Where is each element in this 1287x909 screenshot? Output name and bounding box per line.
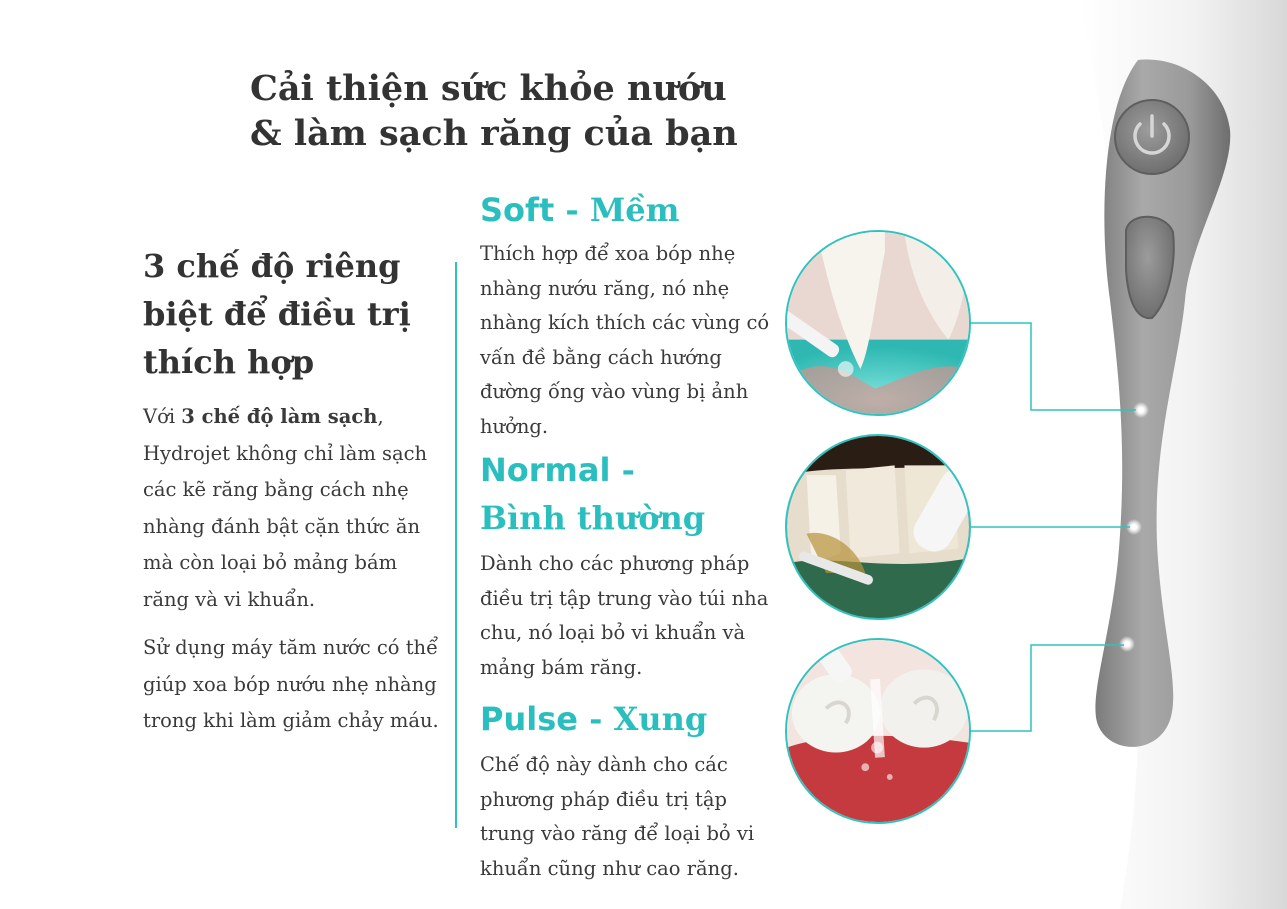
soft-mode-illustration [785, 230, 971, 416]
intro-paragraph-2: Sử dụng máy tăm nước có thể giúp xoa bóp nướu nhẹ nhàng trong khi làm giảm chảy máu. [143, 636, 439, 732]
title-line-2: & làm sạch răng của bạn [250, 113, 738, 154]
mode-pulse-name-en: Pulse [480, 700, 578, 738]
mode-normal-name-vn: Bình thường [480, 499, 706, 537]
mode-soft-name-en: Soft [480, 191, 555, 229]
mode-soft-name-vn: Mềm [589, 191, 680, 229]
device-illustration [1040, 0, 1287, 909]
intro-heading: 3 chế độ riêng biệt để điều trị thích hợp [143, 247, 411, 381]
divider-line [455, 262, 457, 828]
intro-p1-prefix: Với [143, 405, 182, 428]
intro-p1-rest: , Hydrojet không chỉ làm sạch các kẽ răng bằng cách nhẹ nhàng đánh bật cặn thức ăn mà còn loại bỏ mảng bám răng và vi khuẩn. [143, 405, 428, 611]
normal-mode-illustration [785, 434, 971, 620]
pulse-mode-illustration [785, 638, 971, 824]
title-line-1: Cải thiện sức khỏe nướu [250, 68, 727, 109]
mode-pulse-description: Chế độ này dành cho các phương pháp điều trị tập trung vào răng để loại bỏ vi khuẩn cũng như cao răng. [480, 753, 755, 880]
page-title [250, 66, 770, 156]
mode-pulse-name-vn: Xung [613, 700, 708, 738]
mode-normal-description: Dành cho các phương pháp điều trị tập trung vào túi nha chu, nó loại bỏ vi khuẩn và mảng bám răng. [480, 552, 769, 679]
mode-soft-title: Soft - Mềm [480, 191, 680, 229]
intro-paragraph-1 [143, 399, 443, 618]
mode-normal-title: Normal - Bình thường [480, 451, 706, 537]
mode-soft-description: Thích hợp để xoa bóp nhẹ nhàng nướu răng, nó nhẹ nhàng kích thích các vùng có vấn đề bằng cách hướng đường ống vào vùng bị ảnh hưởng. [480, 242, 770, 438]
mode-pulse-title: Pulse - Xung [480, 700, 708, 738]
intro-p1-bold: 3 chế độ làm sạch [181, 405, 378, 428]
mode-normal-name-en: Normal [480, 451, 611, 489]
